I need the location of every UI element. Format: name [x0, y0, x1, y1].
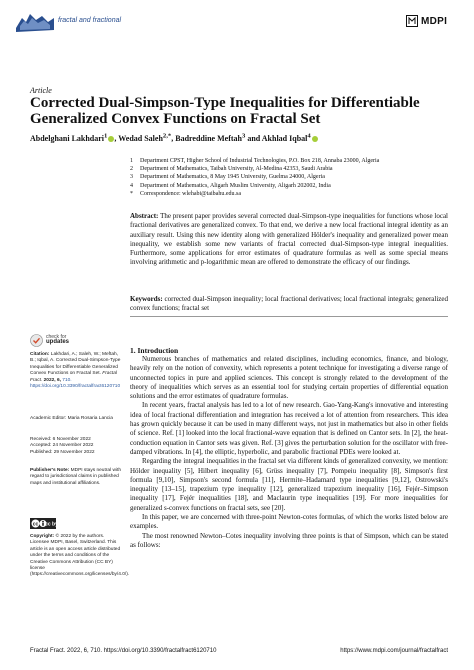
mdpi-logo-icon: [406, 15, 418, 27]
article-type: Article: [30, 86, 52, 95]
paper-title: Corrected Dual-Simpson-Type Inequalities for Differentiable Generalized Convex Functions on Fractal Set: [30, 95, 420, 127]
academic-editor: Academic Editor: Maria Rosaria Lancia: [30, 416, 113, 421]
cc-by-license-icon[interactable]: [30, 518, 56, 529]
paragraph: Regarding the integral inequalities in the fractal set via different kinds of generalized convexity, we mention: Hölder inequality [5], Hilbert inequality [6], Grüss inequality [7], Pompeiu inequality [8], Simpson's first formula [9,10], Simpson's second formula [11], Hermite–Hadamard type inequalities [9,12], Ostrowski's inequality [13–15], trapezium type inequality [12], generalized trapezium inequality [16], Fejér–Simpson inequality [17], Fejér inequalities [18], and Maclaurin type inequalities [19]. For more inequalities for generalized s-convex functions on fractal sets, see [20].: [130, 457, 448, 512]
author-item[interactable]: Akhlad Iqbal$^4$: [262, 134, 318, 143]
affiliation-row: 2 Department of Mathematics, Taibah University, Al-Medina 42353, Saudi Arabia: [130, 166, 333, 173]
svg-text:cc by: cc by: [45, 521, 58, 528]
publisher-logo[interactable]: [406, 14, 458, 28]
orcid-icon[interactable]: [312, 136, 318, 142]
paragraph: In this paper, we are concerned with three-point Newton-cotes formulas, of which the works listed below are examples.: [130, 513, 448, 531]
accepted-date: Accepted: 24 November 2022: [30, 443, 94, 449]
check-updates-text: check for updates: [46, 333, 70, 345]
footer-citation[interactable]: Fractal Fract. 2022, 6, 710. https://doi.org/10.3390/fractalfract6120710: [30, 648, 217, 654]
keywords-divider: [130, 316, 448, 317]
keywords-text: corrected dual-Simpson inequality; local fractional derivatives; local fractional integrals; generalized convex functions; fractal set: [130, 295, 449, 313]
affiliation-row: 1 Department CPST, Higher School of Industrial Technologies, P.O. Box 218, Annaba 23000, Algeria: [130, 158, 380, 164]
check-for-updates-button[interactable]: [30, 332, 110, 348]
citation-block: Citation: Lakhdari, A.; Saleh, W.; Meftah, B.; Iqbal, A. Corrected Dual-Simpson-Type Inequalities for Differentiable Generalized Convex Functions on Fractal Set. Fractal Fract. 2022, 6, 710. https://doi.org/10.3390/fractalfract6120710: [30, 352, 121, 390]
publication-dates: [30, 437, 123, 456]
abstract-label: Abstract:: [130, 212, 159, 220]
author-list: [30, 132, 450, 143]
publisher-note: Publisher's Note: MDPI stays neutral with regard to jurisdictional claims in published maps and institutional affiliations.: [30, 468, 121, 486]
affiliations: [130, 157, 460, 198]
doi-link[interactable]: 710. https://doi.org/10.3390/fractalfract6120710: [30, 377, 121, 390]
journal-logo-icon: [14, 10, 56, 34]
received-date: Received: 6 November 2022: [30, 437, 91, 442]
section-heading-introduction: 1. Introduction: [130, 346, 179, 355]
affiliation-row: 3 Department of Mathematics, 8 May 1945 University, Guelma 24000, Algeria: [130, 174, 325, 181]
copyright-block: Copyright: © 2022 by the authors. Licensee MDPI, Basel, Switzerland. This article is an open access article distributed under the terms and conditions of the Creative Commons Attribution (CC BY) license (https://creativecommons.org/licenses/by/4.0/).: [30, 534, 130, 578]
published-date: Published: 29 November 2022: [30, 449, 95, 455]
keywords: [130, 295, 448, 314]
correspondence-row[interactable]: * Correspondence: wlehabi@taibahu.edu.sa: [130, 190, 241, 197]
paragraph: In recent years, fractal analysis has led to a lot of new research. Gao-Yang-Kang's innovative and interesting idea of local fractional differentiation and integration has received a lot of attention from researchers. This idea has grown quickly because it can be used in many different ways, not just in mathematics but also in other fields of science. Ref. [1] looked into the local fractional-wave equation that is defined on Cantor sets. In [2], the heat-conduction equation in Cantor sets was given. Ref. [3] gives the perturbation solution for the oscillator with free-damped vibrations. In [4], the elliptic, hyperbolic, and parabolic fractional PDEs were looked at.: [130, 401, 448, 456]
author-item[interactable]: Badreddine Meftah$^3$ and: [175, 132, 262, 143]
footer-journal-link[interactable]: https://www.mdpi.com/journal/fractalfract: [340, 648, 448, 654]
svg-text:cc: cc: [32, 521, 39, 528]
keywords-label: Keywords:: [130, 295, 163, 303]
introduction-body: [130, 355, 448, 550]
check-updates-icon: [30, 334, 43, 347]
journal-name: fractal and fractional: [58, 17, 122, 24]
abstract: [130, 212, 448, 268]
abstract-text: The present paper provides several corrected dual-Simpson-type inequalities for functions whose local fractional derivatives are generalized convex. To that end, we derive a new local fractional integral identity as an auxiliary result. Using this new identity along with generalized Hölder's inequality and generalized power mean inequality, we establish some new variants of fractal corrected dual-Simpson-type integral inequalities. Furthermore, some applications for error estimates of quadrature formulas as well as some special means involving arithmetic and p-logarithmic mean are offered to demonstrate the efficacy of our findings.: [130, 212, 448, 267]
paragraph: The most renowned Newton–Cotes inequality involving three points is that of Simpson, which can be stated as follows:: [130, 531, 448, 549]
publisher-name: MDPI: [421, 15, 448, 27]
author-item[interactable]: Abdelghani Lakhdari$^1$ ,: [30, 132, 119, 143]
affiliation-row: 4 Department of Mathematics, Aligarh Muslim University, Aligarh 202002, India: [130, 182, 331, 189]
paragraph: Numerous branches of mathematics and related disciplines, including economics, finance, and biology, heavily rely on the notion of convexity, which represents a potent technique for investigating a diverse range of unconnected topics in pure and applied sciences. This concept is strongly related to the development of the theory of inequalities which serves as an essential tool for studying certain properties of differential equation solutions and the error estimates of quadrature formulas.: [130, 355, 448, 401]
author-item[interactable]: Wedad Saleh$^{2,*}$,: [118, 132, 176, 143]
